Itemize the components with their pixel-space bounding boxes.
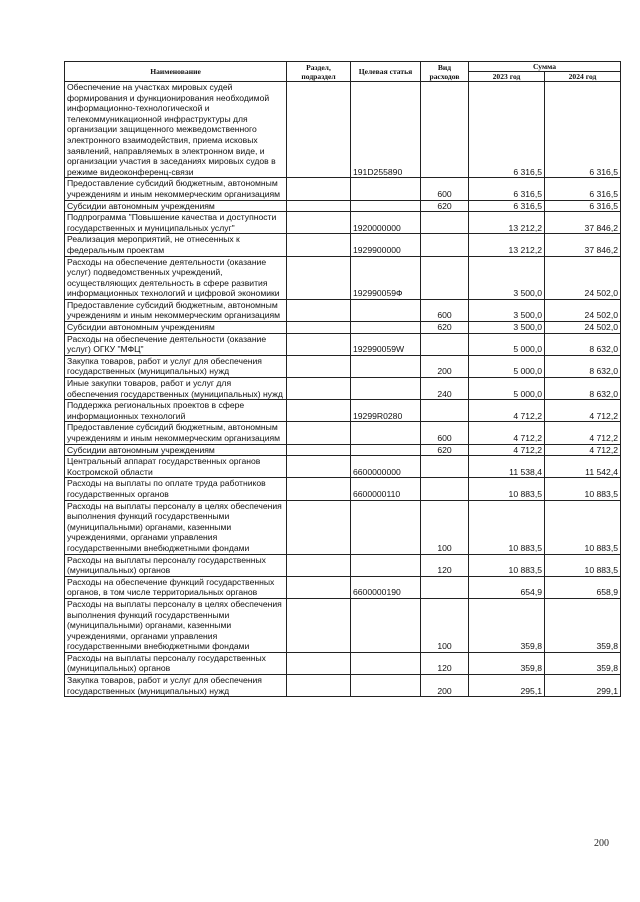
row-section xyxy=(287,378,351,400)
table-header xyxy=(65,62,621,82)
table-row xyxy=(65,212,621,234)
row-type xyxy=(421,400,469,422)
row-sum-2024: 6 316,5 xyxy=(545,178,621,200)
table-row xyxy=(65,234,621,256)
row-name: Предоставление субсидий бюджетным, автономным учреждениям и иным некоммерческим организациям xyxy=(65,299,287,321)
row-sum-2024: 24 502,0 xyxy=(545,256,621,299)
row-sum-2024: 359,8 xyxy=(545,652,621,674)
row-section xyxy=(287,400,351,422)
row-sum-2023: 3 500,0 xyxy=(469,322,545,334)
row-section xyxy=(287,444,351,456)
table-row xyxy=(65,256,621,299)
row-sum-2023: 4 712,2 xyxy=(469,400,545,422)
table-row xyxy=(65,554,621,576)
row-name: Расходы на выплаты по оплате труда работников государственных органов xyxy=(65,478,287,500)
row-sum-2023: 10 883,5 xyxy=(469,478,545,500)
row-sum-2024: 6 316,5 xyxy=(545,82,621,178)
row-target: 6600000110 xyxy=(351,478,421,500)
table-row xyxy=(65,299,621,321)
header-year-2023: 2023 год xyxy=(469,72,545,82)
row-name: Подпрограмма "Повышение качества и доступности государственных и муниципальных услуг" xyxy=(65,212,287,234)
row-sum-2024: 299,1 xyxy=(545,675,621,697)
table-row xyxy=(65,500,621,554)
row-name: Субсидии автономным учреждениям xyxy=(65,322,287,334)
page-number: 200 xyxy=(594,838,609,849)
header-target: Целевая статья xyxy=(351,62,421,82)
row-section xyxy=(287,598,351,652)
row-type: 620 xyxy=(421,200,469,212)
row-target: 1929900000 xyxy=(351,234,421,256)
row-sum-2024: 24 502,0 xyxy=(545,299,621,321)
row-section xyxy=(287,652,351,674)
row-target: 19299R0280 xyxy=(351,400,421,422)
row-section xyxy=(287,576,351,598)
row-target xyxy=(351,299,421,321)
row-sum-2023: 13 212,2 xyxy=(469,212,545,234)
row-sum-2023: 5 000,0 xyxy=(469,333,545,355)
row-target: 192990059W xyxy=(351,333,421,355)
budget-table xyxy=(64,61,621,697)
row-name: Центральный аппарат государственных органов Костромской области xyxy=(65,456,287,478)
row-sum-2023: 359,8 xyxy=(469,652,545,674)
row-name: Расходы на выплаты персоналу в целях обеспечения выполнения функций государственными (муниципальными) органами, казенными учреждениями, органами управления государственными внебюджетными фондами xyxy=(65,500,287,554)
row-section xyxy=(287,299,351,321)
row-sum-2024: 24 502,0 xyxy=(545,322,621,334)
table-row xyxy=(65,178,621,200)
row-name: Закупка товаров, работ и услуг для обеспечения государственных (муниципальных) нужд xyxy=(65,355,287,377)
row-sum-2024: 37 846,2 xyxy=(545,234,621,256)
row-type xyxy=(421,234,469,256)
row-sum-2024: 10 883,5 xyxy=(545,500,621,554)
row-target xyxy=(351,200,421,212)
row-target: 1920000000 xyxy=(351,212,421,234)
row-sum-2023: 295,1 xyxy=(469,675,545,697)
table-row xyxy=(65,82,621,178)
row-section xyxy=(287,82,351,178)
table-row xyxy=(65,652,621,674)
row-section xyxy=(287,456,351,478)
row-type xyxy=(421,478,469,500)
row-sum-2024: 10 883,5 xyxy=(545,478,621,500)
table-row xyxy=(65,576,621,598)
row-section xyxy=(287,234,351,256)
row-type: 620 xyxy=(421,322,469,334)
row-section xyxy=(287,422,351,444)
header-sum: Сумма xyxy=(469,62,621,72)
row-type: 240 xyxy=(421,378,469,400)
table-body xyxy=(65,82,621,697)
row-type: 600 xyxy=(421,178,469,200)
row-sum-2023: 4 712,2 xyxy=(469,444,545,456)
row-name: Расходы на обеспечение деятельности (оказание услуг) ОГКУ "МФЦ" xyxy=(65,333,287,355)
header-section: Раздел, подраздел xyxy=(287,62,351,82)
row-sum-2024: 8 632,0 xyxy=(545,333,621,355)
row-name: Поддержка региональных проектов в сфере информационных технологий xyxy=(65,400,287,422)
row-section xyxy=(287,355,351,377)
table-row xyxy=(65,355,621,377)
row-name: Предоставление субсидий бюджетным, автономным учреждениям и иным некоммерческим организациям xyxy=(65,178,287,200)
row-target xyxy=(351,178,421,200)
row-sum-2024: 6 316,5 xyxy=(545,200,621,212)
row-target: 6600000190 xyxy=(351,576,421,598)
row-section xyxy=(287,478,351,500)
row-sum-2023: 3 500,0 xyxy=(469,256,545,299)
row-type: 120 xyxy=(421,554,469,576)
row-type xyxy=(421,576,469,598)
row-target xyxy=(351,675,421,697)
row-type: 100 xyxy=(421,500,469,554)
row-name: Предоставление субсидий бюджетным, автономным учреждениям и иным некоммерческим организациям xyxy=(65,422,287,444)
table-row xyxy=(65,598,621,652)
row-target: 191D255890 xyxy=(351,82,421,178)
row-type: 200 xyxy=(421,355,469,377)
row-sum-2023: 13 212,2 xyxy=(469,234,545,256)
row-sum-2024: 4 712,2 xyxy=(545,422,621,444)
row-target xyxy=(351,554,421,576)
row-name: Расходы на обеспечение функций государственных органов, в том числе территориальных органов xyxy=(65,576,287,598)
row-sum-2024: 4 712,2 xyxy=(545,444,621,456)
row-sum-2024: 11 542,4 xyxy=(545,456,621,478)
header-name: Наименование xyxy=(65,62,287,82)
row-section xyxy=(287,200,351,212)
row-sum-2024: 37 846,2 xyxy=(545,212,621,234)
row-target xyxy=(351,355,421,377)
row-name: Иные закупки товаров, работ и услуг для обеспечения государственных (муниципальных) нужд xyxy=(65,378,287,400)
table-row xyxy=(65,444,621,456)
row-type xyxy=(421,256,469,299)
row-sum-2024: 359,8 xyxy=(545,598,621,652)
row-type xyxy=(421,333,469,355)
row-target xyxy=(351,422,421,444)
row-sum-2023: 10 883,5 xyxy=(469,554,545,576)
row-type: 120 xyxy=(421,652,469,674)
row-name: Расходы на выплаты персоналу государственных (муниципальных) органов xyxy=(65,554,287,576)
row-sum-2024: 8 632,0 xyxy=(545,378,621,400)
row-name: Субсидии автономным учреждениям xyxy=(65,200,287,212)
table-row xyxy=(65,478,621,500)
table-row xyxy=(65,456,621,478)
header-year-2024: 2024 год xyxy=(545,72,621,82)
row-sum-2023: 10 883,5 xyxy=(469,500,545,554)
row-target xyxy=(351,500,421,554)
row-sum-2023: 654,9 xyxy=(469,576,545,598)
header-type: Вид расходов xyxy=(421,62,469,82)
table-row xyxy=(65,675,621,697)
row-section xyxy=(287,554,351,576)
row-name: Обеспечение на участках мировых судей формирования и функционирования необходимой информационно-технологической и телекоммуникационной инфраструктуры для организации защищенного межведомственного электронного взаимодействия, приема исковых заявлений, направляемых в электронном виде, и организации участия в заседаниях мировых судов в режиме видеоконференц-связи xyxy=(65,82,287,178)
row-name: Закупка товаров, работ и услуг для обеспечения государственных (муниципальных) нужд xyxy=(65,675,287,697)
row-name: Реализация мероприятий, не отнесенных к федеральным проектам xyxy=(65,234,287,256)
row-type xyxy=(421,456,469,478)
row-section xyxy=(287,256,351,299)
table-row xyxy=(65,400,621,422)
row-sum-2023: 359,8 xyxy=(469,598,545,652)
row-section xyxy=(287,333,351,355)
row-type: 100 xyxy=(421,598,469,652)
row-section xyxy=(287,212,351,234)
row-sum-2024: 658,9 xyxy=(545,576,621,598)
row-sum-2023: 3 500,0 xyxy=(469,299,545,321)
table-row xyxy=(65,200,621,212)
row-target xyxy=(351,322,421,334)
row-target xyxy=(351,444,421,456)
row-sum-2023: 5 000,0 xyxy=(469,378,545,400)
row-section xyxy=(287,178,351,200)
row-name: Расходы на выплаты персоналу государственных (муниципальных) органов xyxy=(65,652,287,674)
row-type xyxy=(421,82,469,178)
row-section xyxy=(287,322,351,334)
row-name: Расходы на обеспечение деятельности (оказание услуг) подведомственных учреждений, осуществляющих деятельность в сфере развития информационных технологий и цифровой экономики xyxy=(65,256,287,299)
row-sum-2023: 6 316,5 xyxy=(469,82,545,178)
row-sum-2024: 10 883,5 xyxy=(545,554,621,576)
table-row xyxy=(65,322,621,334)
table-row xyxy=(65,378,621,400)
row-section xyxy=(287,675,351,697)
row-sum-2023: 6 316,5 xyxy=(469,200,545,212)
row-type: 200 xyxy=(421,675,469,697)
row-type: 600 xyxy=(421,299,469,321)
row-sum-2024: 8 632,0 xyxy=(545,355,621,377)
row-target xyxy=(351,598,421,652)
row-target: 6600000000 xyxy=(351,456,421,478)
row-section xyxy=(287,500,351,554)
row-sum-2023: 11 538,4 xyxy=(469,456,545,478)
row-target: 192990059Ф xyxy=(351,256,421,299)
row-sum-2023: 6 316,5 xyxy=(469,178,545,200)
row-sum-2024: 4 712,2 xyxy=(545,400,621,422)
row-target xyxy=(351,378,421,400)
row-target xyxy=(351,652,421,674)
row-type: 600 xyxy=(421,422,469,444)
row-name: Субсидии автономным учреждениям xyxy=(65,444,287,456)
row-type: 620 xyxy=(421,444,469,456)
table-row xyxy=(65,422,621,444)
row-name: Расходы на выплаты персоналу в целях обеспечения выполнения функций государственными (муниципальными) органами, казенными учреждениями, органами управления государственными внебюджетными фондами xyxy=(65,598,287,652)
row-sum-2023: 4 712,2 xyxy=(469,422,545,444)
row-type xyxy=(421,212,469,234)
row-sum-2023: 5 000,0 xyxy=(469,355,545,377)
table-row xyxy=(65,333,621,355)
